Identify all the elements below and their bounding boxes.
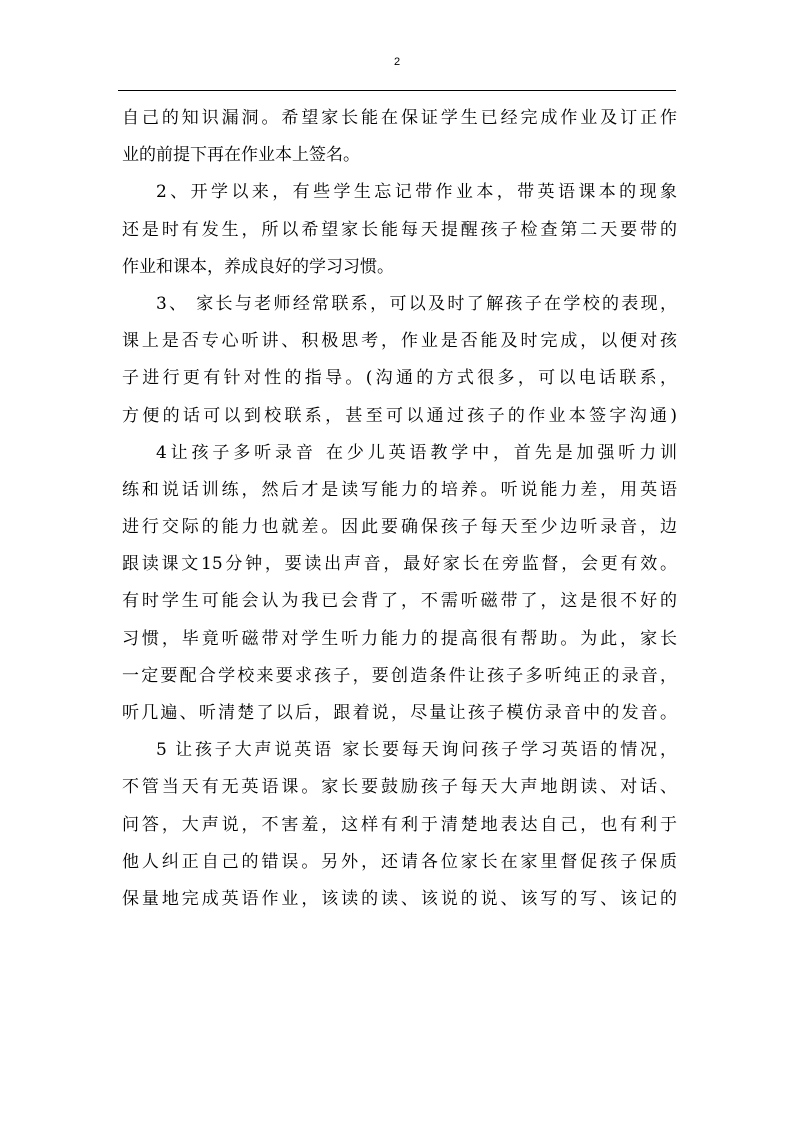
text-line: 方便的话可以到校联系，甚至可以通过孩子的作业本签字沟通)	[122, 405, 677, 426]
paragraph-first-line: 5 让孩子大声说英语 家长要每天询问孩子学习英语的情况，	[156, 740, 677, 761]
paragraph-first-line: 3、 家长与老师经常联系，可以及时了解孩子在学校的表现，	[156, 293, 677, 314]
body-text	[122, 100, 677, 918]
text-line: 不管当天有无英语课。家长要鼓励孩子每天大声地朗读、对话、	[122, 777, 677, 798]
paragraph-first-line: 4让孩子多听录音 在少儿英语教学中，首先是加强听力训	[156, 442, 677, 463]
text-line: 作业和课本，养成良好的学习习惯。	[122, 256, 394, 277]
text-line: 跟读课文15分钟，要读出声音，最好家长在旁监督，会更有效。	[122, 554, 677, 575]
text-line: 保量地完成英语作业，该读的读、该说的说、该写的写、该记的	[122, 888, 677, 909]
page-header	[118, 50, 676, 91]
text-line: 业的前提下再在作业本上签名。	[122, 145, 360, 166]
text-line: 子进行更有针对性的指导。(沟通的方式很多，可以电话联系，	[122, 368, 677, 389]
text-line: 还是时有发生，所以希望家长能每天提醒孩子检查第二天要带的	[122, 219, 677, 240]
text-line: 听几遍、听清楚了以后，跟着说，尽量让孩子模仿录音中的发音。	[122, 703, 677, 723]
text-line: 课上是否专心听讲、积极思考，作业是否能及时完成，以便对孩	[122, 331, 677, 352]
text-line: 习惯，毕竟听磁带对学生听力能力的提高很有帮助。为此，家长	[122, 628, 677, 649]
text-line: 一定要配合学校来要求孩子，要创造条件让孩子多听纯正的录音，	[122, 665, 677, 686]
page-number: 2	[393, 56, 401, 68]
text-line: 问答，大声说，不害羞，这样有利于清楚地表达自己，也有利于	[122, 814, 677, 835]
text-line: 练和说话训练，然后才是读写能力的培养。听说能力差，用英语	[122, 479, 677, 500]
paragraph-first-line: 2、开学以来，有些学生忘记带作业本，带英语课本的现象	[156, 182, 677, 203]
text-line: 进行交际的能力也就差。因此要确保孩子每天至少边听录音，边	[122, 517, 677, 538]
text-line: 他人纠正自己的错误。另外，还请各位家长在家里督促孩子保质	[122, 851, 677, 872]
text-line: 有时学生可能会认为我已会背了，不需听磁带了，这是很不好的	[122, 591, 677, 612]
text-line: 自己的知识漏洞。希望家长能在保证学生已经完成作业及订正作	[122, 108, 677, 128]
